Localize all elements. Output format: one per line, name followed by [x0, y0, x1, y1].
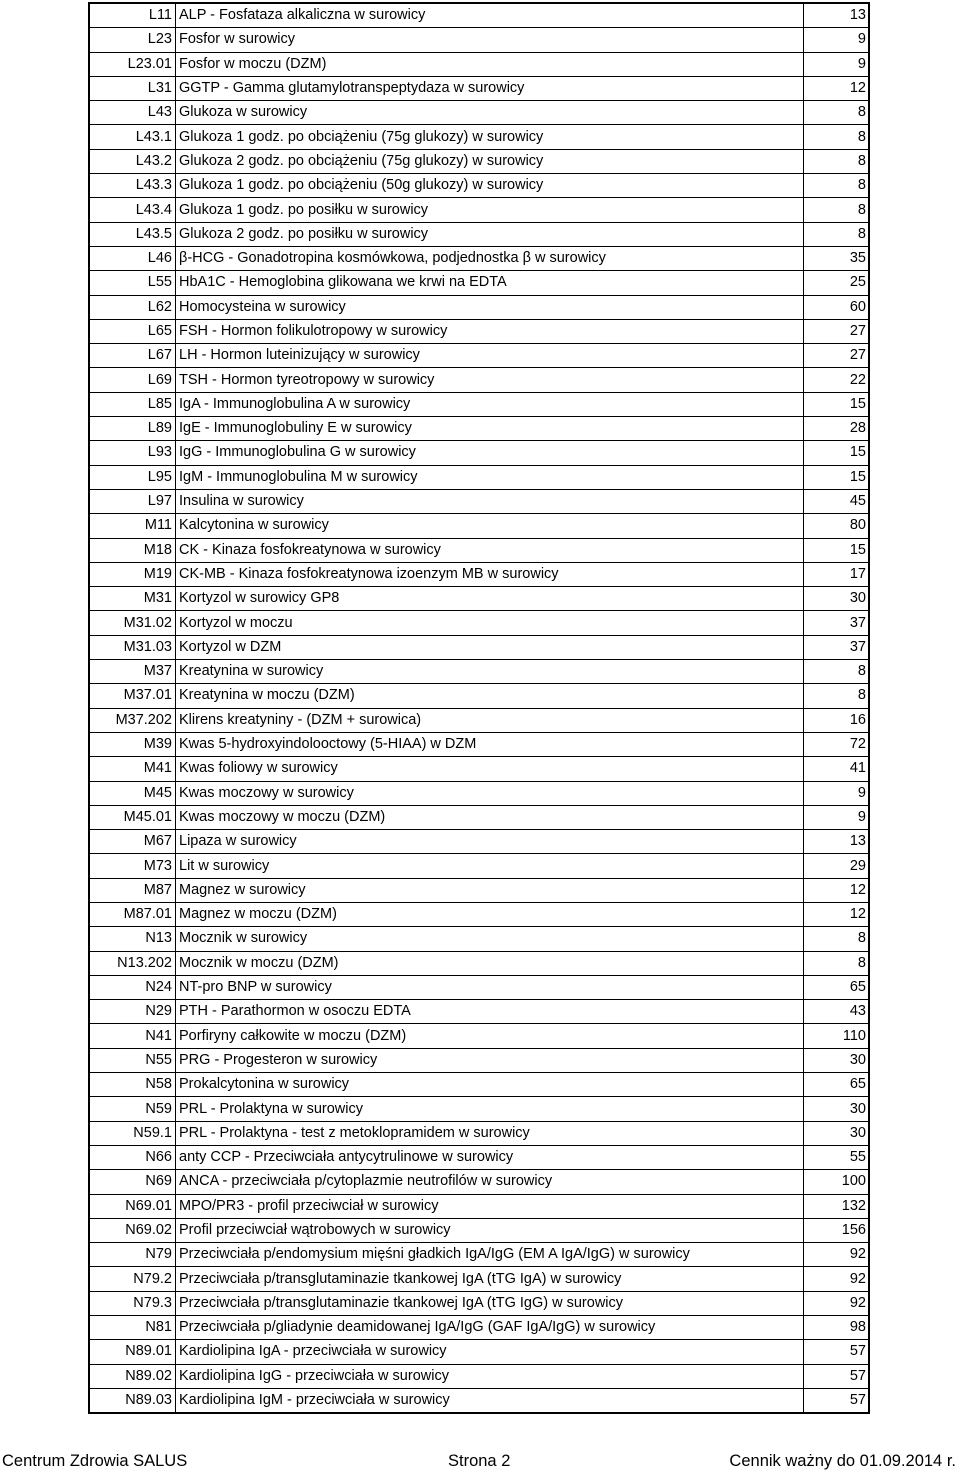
- test-price-cell: 27: [804, 319, 870, 343]
- footer-clinic-name: Centrum Zdrowia SALUS: [2, 1452, 188, 1470]
- table-row: [89, 417, 869, 441]
- test-code-cell: L11: [89, 3, 176, 28]
- test-code-cell: N13: [89, 927, 176, 951]
- table-row: [89, 562, 869, 586]
- footer-validity-date: Cennik ważny do 01.09.2014 r.: [729, 1452, 956, 1470]
- test-name-cell: ALP - Fosfataza alkaliczna w surowicy: [176, 3, 804, 28]
- table-row: [89, 319, 869, 343]
- test-price-cell: 65: [804, 1073, 870, 1097]
- table-row: [89, 1170, 869, 1194]
- test-name-cell: Glukoza 1 godz. po obciążeniu (50g glukozy) w surowicy: [176, 174, 804, 198]
- test-name-cell: Kwas foliowy w surowicy: [176, 757, 804, 781]
- price-list-body: [89, 3, 869, 1413]
- test-code-cell: N69: [89, 1170, 176, 1194]
- test-code-cell: L43.3: [89, 174, 176, 198]
- table-row: [89, 1291, 869, 1315]
- table-row: [89, 101, 869, 125]
- test-price-cell: 15: [804, 465, 870, 489]
- test-price-cell: 60: [804, 295, 870, 319]
- test-price-cell: 57: [804, 1388, 870, 1413]
- test-name-cell: HbA1C - Hemoglobina glikowana we krwi na EDTA: [176, 271, 804, 295]
- test-code-cell: L31: [89, 76, 176, 100]
- test-name-cell: Przeciwciała p/endomysium mięśni gładkich IgA/IgG (EM A IgA/IgG) w surowicy: [176, 1243, 804, 1267]
- table-row: [89, 295, 869, 319]
- test-name-cell: Magnez w moczu (DZM): [176, 902, 804, 926]
- test-price-cell: 110: [804, 1024, 870, 1048]
- test-price-cell: 132: [804, 1194, 870, 1218]
- test-code-cell: M67: [89, 830, 176, 854]
- test-price-cell: 15: [804, 538, 870, 562]
- test-name-cell: Klirens kreatyniny - (DZM + surowica): [176, 708, 804, 732]
- test-name-cell: Kortyzol w DZM: [176, 635, 804, 659]
- test-price-cell: 9: [804, 805, 870, 829]
- test-name-cell: FSH - Hormon folikulotropowy w surowicy: [176, 319, 804, 343]
- test-code-cell: L89: [89, 417, 176, 441]
- test-price-cell: 8: [804, 198, 870, 222]
- test-price-cell: 17: [804, 562, 870, 586]
- test-code-cell: M37.202: [89, 708, 176, 732]
- table-row: [89, 587, 869, 611]
- test-code-cell: L43: [89, 101, 176, 125]
- table-row: [89, 246, 869, 270]
- test-code-cell: L46: [89, 246, 176, 270]
- table-row: [89, 927, 869, 951]
- test-name-cell: Kardiolipina IgA - przeciwciała w surowicy: [176, 1340, 804, 1364]
- test-name-cell: IgA - Immunoglobulina A w surowicy: [176, 392, 804, 416]
- table-row: [89, 1218, 869, 1242]
- test-code-cell: N81: [89, 1316, 176, 1340]
- test-name-cell: ANCA - przeciwciała p/cytoplazmie neutrofilów w surowicy: [176, 1170, 804, 1194]
- test-price-cell: 13: [804, 830, 870, 854]
- test-code-cell: M87.01: [89, 902, 176, 926]
- test-price-cell: 43: [804, 1000, 870, 1024]
- test-name-cell: Kreatynina w surowicy: [176, 660, 804, 684]
- test-name-cell: Mocznik w surowicy: [176, 927, 804, 951]
- test-name-cell: TSH - Hormon tyreotropowy w surowicy: [176, 368, 804, 392]
- test-name-cell: PRG - Progesteron w surowicy: [176, 1048, 804, 1072]
- test-code-cell: L62: [89, 295, 176, 319]
- test-price-cell: 9: [804, 28, 870, 52]
- table-row: [89, 1364, 869, 1388]
- table-row: [89, 1024, 869, 1048]
- test-price-cell: 57: [804, 1340, 870, 1364]
- test-name-cell: IgM - Immunoglobulina M w surowicy: [176, 465, 804, 489]
- test-code-cell: L43.2: [89, 149, 176, 173]
- test-price-cell: 8: [804, 174, 870, 198]
- test-name-cell: Kortyzol w moczu: [176, 611, 804, 635]
- test-code-cell: M37: [89, 660, 176, 684]
- test-name-cell: Homocysteina w surowicy: [176, 295, 804, 319]
- test-name-cell: Kortyzol w surowicy GP8: [176, 587, 804, 611]
- test-price-cell: 27: [804, 344, 870, 368]
- test-code-cell: M73: [89, 854, 176, 878]
- test-code-cell: L95: [89, 465, 176, 489]
- table-row: [89, 1243, 869, 1267]
- test-name-cell: PRL - Prolaktyna w surowicy: [176, 1097, 804, 1121]
- test-price-cell: 9: [804, 781, 870, 805]
- test-code-cell: M39: [89, 732, 176, 756]
- test-name-cell: Kwas moczowy w surowicy: [176, 781, 804, 805]
- test-code-cell: N89.01: [89, 1340, 176, 1364]
- test-name-cell: Kalcytonina w surowicy: [176, 514, 804, 538]
- table-row: [89, 902, 869, 926]
- test-name-cell: Glukoza 2 godz. po posiłku w surowicy: [176, 222, 804, 246]
- test-code-cell: N79: [89, 1243, 176, 1267]
- test-price-cell: 80: [804, 514, 870, 538]
- table-row: [89, 465, 869, 489]
- table-row: [89, 635, 869, 659]
- table-row: [89, 708, 869, 732]
- test-name-cell: LH - Hormon luteinizujący w surowicy: [176, 344, 804, 368]
- test-price-cell: 37: [804, 635, 870, 659]
- test-code-cell: L43.5: [89, 222, 176, 246]
- test-price-cell: 156: [804, 1218, 870, 1242]
- test-price-cell: 12: [804, 902, 870, 926]
- test-price-cell: 92: [804, 1267, 870, 1291]
- test-code-cell: L23.01: [89, 52, 176, 76]
- test-price-cell: 8: [804, 149, 870, 173]
- test-price-cell: 30: [804, 1097, 870, 1121]
- table-row: [89, 489, 869, 513]
- test-name-cell: Przeciwciała p/transglutaminazie tkankowej IgA (tTG IgG) w surowicy: [176, 1291, 804, 1315]
- test-name-cell: CK-MB - Kinaza fosfokreatynowa izoenzym MB w surowicy: [176, 562, 804, 586]
- test-name-cell: CK - Kinaza fosfokreatynowa w surowicy: [176, 538, 804, 562]
- test-code-cell: N59: [89, 1097, 176, 1121]
- test-price-cell: 22: [804, 368, 870, 392]
- table-row: [89, 222, 869, 246]
- test-name-cell: β-HCG - Gonadotropina kosmówkowa, podjednostka β w surowicy: [176, 246, 804, 270]
- test-name-cell: Porfiryny całkowite w moczu (DZM): [176, 1024, 804, 1048]
- table-row: [89, 975, 869, 999]
- table-row: [89, 830, 869, 854]
- table-row: [89, 1073, 869, 1097]
- test-name-cell: Kardiolipina IgG - przeciwciała w surowicy: [176, 1364, 804, 1388]
- table-row: [89, 1145, 869, 1169]
- table-row: [89, 951, 869, 975]
- table-row: [89, 660, 869, 684]
- test-price-cell: 45: [804, 489, 870, 513]
- test-code-cell: N58: [89, 1073, 176, 1097]
- table-row: [89, 611, 869, 635]
- test-price-cell: 13: [804, 3, 870, 28]
- test-name-cell: Fosfor w surowicy: [176, 28, 804, 52]
- table-row: [89, 805, 869, 829]
- table-row: [89, 28, 869, 52]
- test-name-cell: Przeciwciała p/transglutaminazie tkankowej IgA (tTG IgA) w surowicy: [176, 1267, 804, 1291]
- test-code-cell: L85: [89, 392, 176, 416]
- table-row: [89, 1267, 869, 1291]
- test-code-cell: M11: [89, 514, 176, 538]
- table-row: [89, 1316, 869, 1340]
- test-code-cell: M87: [89, 878, 176, 902]
- test-code-cell: L65: [89, 319, 176, 343]
- test-code-cell: L55: [89, 271, 176, 295]
- test-price-cell: 8: [804, 927, 870, 951]
- test-code-cell: N29: [89, 1000, 176, 1024]
- test-code-cell: N66: [89, 1145, 176, 1169]
- test-name-cell: Glukoza 1 godz. po obciążeniu (75g glukozy) w surowicy: [176, 125, 804, 149]
- test-price-cell: 8: [804, 101, 870, 125]
- test-code-cell: M31.02: [89, 611, 176, 635]
- test-name-cell: Glukoza w surowicy: [176, 101, 804, 125]
- table-row: [89, 174, 869, 198]
- test-code-cell: N69.01: [89, 1194, 176, 1218]
- test-price-cell: 72: [804, 732, 870, 756]
- test-name-cell: PRL - Prolaktyna - test z metoklopramidem w surowicy: [176, 1121, 804, 1145]
- table-row: [89, 1000, 869, 1024]
- test-name-cell: Kreatynina w moczu (DZM): [176, 684, 804, 708]
- table-row: [89, 514, 869, 538]
- table-row: [89, 538, 869, 562]
- test-name-cell: Magnez w surowicy: [176, 878, 804, 902]
- table-row: [89, 1340, 869, 1364]
- test-price-cell: 65: [804, 975, 870, 999]
- test-name-cell: Przeciwciała p/gliadynie deamidowanej IgA/IgG (GAF IgA/IgG) w surowicy: [176, 1316, 804, 1340]
- test-price-cell: 35: [804, 246, 870, 270]
- table-row: [89, 1194, 869, 1218]
- test-code-cell: M18: [89, 538, 176, 562]
- price-list-table: [88, 2, 870, 1414]
- test-code-cell: L43.1: [89, 125, 176, 149]
- table-row: [89, 344, 869, 368]
- test-price-cell: 55: [804, 1145, 870, 1169]
- test-price-cell: 57: [804, 1364, 870, 1388]
- test-code-cell: N89.03: [89, 1388, 176, 1413]
- test-code-cell: M31: [89, 587, 176, 611]
- test-price-cell: 37: [804, 611, 870, 635]
- test-price-cell: 15: [804, 392, 870, 416]
- test-price-cell: 12: [804, 878, 870, 902]
- table-row: [89, 149, 869, 173]
- test-code-cell: L97: [89, 489, 176, 513]
- test-name-cell: Glukoza 1 godz. po posiłku w surowicy: [176, 198, 804, 222]
- test-name-cell: Lit w surowicy: [176, 854, 804, 878]
- test-code-cell: M19: [89, 562, 176, 586]
- test-price-cell: 92: [804, 1291, 870, 1315]
- table-row: [89, 368, 869, 392]
- test-price-cell: 8: [804, 660, 870, 684]
- test-name-cell: Prokalcytonina w surowicy: [176, 1073, 804, 1097]
- table-row: [89, 1097, 869, 1121]
- test-code-cell: M31.03: [89, 635, 176, 659]
- test-code-cell: N41: [89, 1024, 176, 1048]
- table-row: [89, 125, 869, 149]
- test-price-cell: 30: [804, 587, 870, 611]
- test-code-cell: N55: [89, 1048, 176, 1072]
- table-row: [89, 198, 869, 222]
- test-code-cell: L23: [89, 28, 176, 52]
- test-code-cell: L67: [89, 344, 176, 368]
- test-code-cell: N89.02: [89, 1364, 176, 1388]
- table-row: [89, 441, 869, 465]
- test-price-cell: 15: [804, 441, 870, 465]
- test-price-cell: 28: [804, 417, 870, 441]
- table-row: [89, 684, 869, 708]
- test-name-cell: Fosfor w moczu (DZM): [176, 52, 804, 76]
- table-row: [89, 52, 869, 76]
- test-name-cell: NT-pro BNP w surowicy: [176, 975, 804, 999]
- table-row: [89, 781, 869, 805]
- test-name-cell: Profil przeciwciał wątrobowych w surowicy: [176, 1218, 804, 1242]
- test-name-cell: anty CCP - Przeciwciała antycytrulinowe w surowicy: [176, 1145, 804, 1169]
- test-code-cell: N79.3: [89, 1291, 176, 1315]
- test-name-cell: Insulina w surowicy: [176, 489, 804, 513]
- test-name-cell: PTH - Parathormon w osoczu EDTA: [176, 1000, 804, 1024]
- table-row: [89, 1121, 869, 1145]
- test-price-cell: 30: [804, 1048, 870, 1072]
- test-code-cell: N59.1: [89, 1121, 176, 1145]
- test-price-cell: 41: [804, 757, 870, 781]
- table-row: [89, 854, 869, 878]
- test-code-cell: L93: [89, 441, 176, 465]
- table-row: [89, 1388, 869, 1413]
- test-code-cell: L69: [89, 368, 176, 392]
- test-code-cell: M45: [89, 781, 176, 805]
- test-name-cell: Kwas 5-hydroxyindolooctowy (5-HIAA) w DZM: [176, 732, 804, 756]
- test-code-cell: M45.01: [89, 805, 176, 829]
- test-price-cell: 100: [804, 1170, 870, 1194]
- test-price-cell: 8: [804, 951, 870, 975]
- test-name-cell: MPO/PR3 - profil przeciwciał w surowicy: [176, 1194, 804, 1218]
- test-code-cell: N79.2: [89, 1267, 176, 1291]
- test-code-cell: N69.02: [89, 1218, 176, 1242]
- table-row: [89, 392, 869, 416]
- test-price-cell: 16: [804, 708, 870, 732]
- table-row: [89, 878, 869, 902]
- table-row: [89, 76, 869, 100]
- test-price-cell: 8: [804, 684, 870, 708]
- test-code-cell: N24: [89, 975, 176, 999]
- test-price-cell: 12: [804, 76, 870, 100]
- test-code-cell: M37.01: [89, 684, 176, 708]
- test-price-cell: 8: [804, 125, 870, 149]
- test-price-cell: 29: [804, 854, 870, 878]
- test-price-cell: 98: [804, 1316, 870, 1340]
- table-row: [89, 732, 869, 756]
- test-price-cell: 8: [804, 222, 870, 246]
- test-name-cell: IgG - Immunoglobulina G w surowicy: [176, 441, 804, 465]
- test-price-cell: 30: [804, 1121, 870, 1145]
- test-name-cell: Kwas moczowy w moczu (DZM): [176, 805, 804, 829]
- test-code-cell: N13.202: [89, 951, 176, 975]
- test-name-cell: Lipaza w surowicy: [176, 830, 804, 854]
- test-price-cell: 92: [804, 1243, 870, 1267]
- test-name-cell: IgE - Immunoglobuliny E w surowicy: [176, 417, 804, 441]
- test-name-cell: Glukoza 2 godz. po obciążeniu (75g glukozy) w surowicy: [176, 149, 804, 173]
- test-code-cell: M41: [89, 757, 176, 781]
- page-footer: [0, 1450, 960, 1474]
- test-name-cell: GGTP - Gamma glutamylotranspeptydaza w surowicy: [176, 76, 804, 100]
- table-row: [89, 1048, 869, 1072]
- test-name-cell: Kardiolipina IgM - przeciwciała w surowicy: [176, 1388, 804, 1413]
- table-row: [89, 757, 869, 781]
- table-row: [89, 3, 869, 28]
- test-name-cell: Mocznik w moczu (DZM): [176, 951, 804, 975]
- test-price-cell: 9: [804, 52, 870, 76]
- test-price-cell: 25: [804, 271, 870, 295]
- table-row: [89, 271, 869, 295]
- footer-page-number: Strona 2: [448, 1452, 511, 1470]
- test-code-cell: L43.4: [89, 198, 176, 222]
